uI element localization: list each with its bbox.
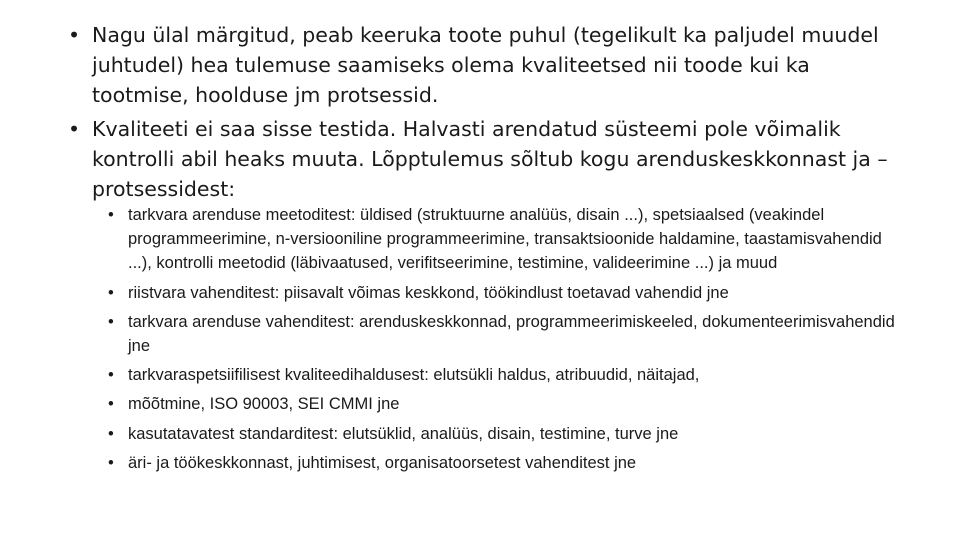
sub-bullet-text: kasutatavatest standarditest: elutsüklid, analüüs, disain, testimine, turve jne [128,424,679,443]
main-bullet-item [68,114,898,204]
sub-bullet-item [108,281,908,305]
sub-bullet-text: tarkvara arenduse meetoditest: üldised (struktuurne analüüs, disain ...), spetsiaalsed (veakindel programmeerimine, n-versiooniline programmeerimine, transaktsioonide haldamine, taastamisvahendid ...), kontrolli meetodid (läbivaatused, verifitseerimine, testimine, valideerimine ...) ja muud [128,206,882,273]
sub-bullet-text: tarkvara arenduse vahenditest: arenduskeskkonnad, programmeerimiskeeled, dokumenteerimisvahendid jne [128,312,895,356]
bullet-icon: • [108,312,114,331]
sub-bullet-item [108,203,908,276]
sub-bullet-item [108,392,908,416]
sub-bullet-text: äri- ja töökeskkonnast, juhtimisest, organisatoorsetest vahenditest jne [128,453,637,472]
main-bullet-text: Nagu ülal märgitud, peab keeruka toote puhul (tegelikult ka paljudel muudel juhtudel) hea tulemuse saamiseks olema kvaliteetsed nii toode kui ka tootmise, hoolduse jm protsessid. [92,23,879,107]
sub-bullet-text: riistvara vahenditest: piisavalt võimas keskkond, töökindlust toetavad vahendid jne [128,283,729,302]
bullet-icon: • [68,23,81,47]
bullet-icon: • [108,395,114,414]
main-bullet-text: Kvaliteeti ei saa sisse testida. Halvasti arendatud süsteemi pole võimalik kontrolli abil heaks muuta. Lõpptulemus sõltub kogu arenduskeskkonnast ja –protsessidest: [92,117,888,201]
bullet-icon: • [68,117,81,141]
sub-bullet-item [108,451,908,475]
main-bullet-item [68,20,898,110]
sub-bullet-text: mõõtmine, ISO 90003, SEI CMMI jne [128,395,400,414]
sub-bullet-text: tarkvaraspetsiifilisest kvaliteedihaldusest: elutsükli haldus, atribuudid, näitajad, [128,366,700,385]
bullet-icon: • [108,453,114,472]
main-bullet-list [68,20,898,208]
sub-bullet-item [108,363,908,387]
sub-bullet-list [108,203,908,480]
bullet-icon: • [108,283,114,302]
bullet-icon: • [108,366,114,385]
bullet-icon: • [108,206,114,224]
sub-bullet-item [108,310,908,358]
bullet-icon: • [108,424,114,443]
sub-bullet-item [108,422,908,446]
